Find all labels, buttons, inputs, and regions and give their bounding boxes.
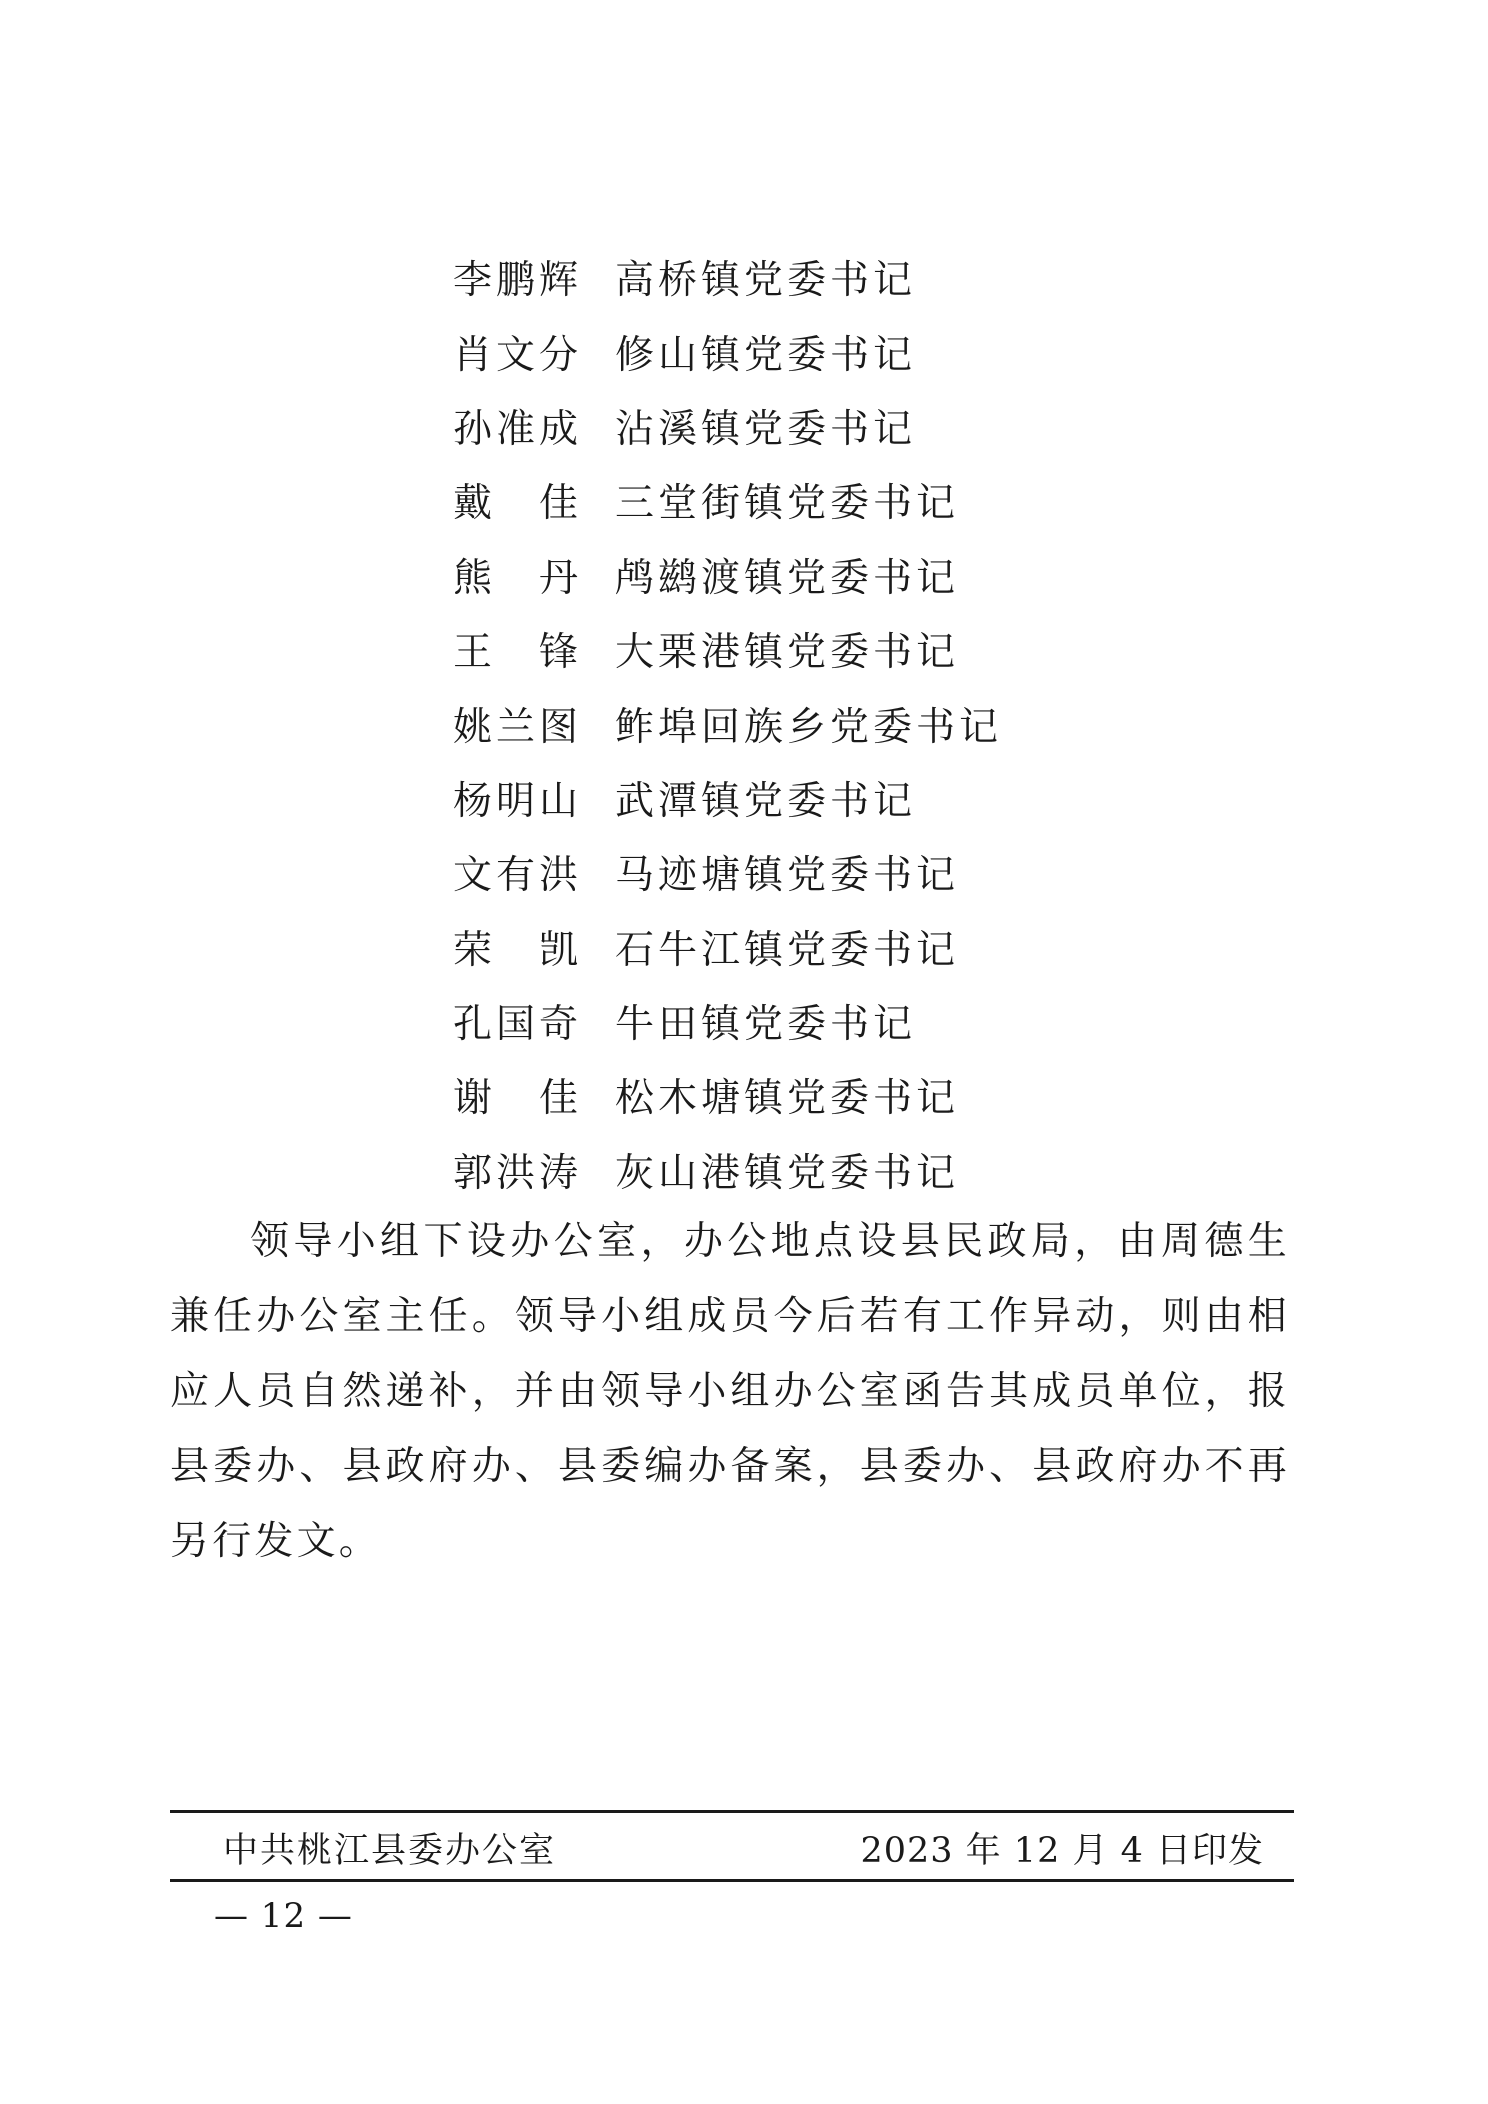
- member-name: 熊 丹: [453, 555, 583, 601]
- member-name: 荣 凯: [453, 927, 583, 973]
- member-title: 高桥镇党委书记: [615, 258, 917, 304]
- member-row: [453, 1133, 1253, 1207]
- member-title: 沾溪镇党委书记: [615, 406, 917, 452]
- member-row: [453, 686, 1253, 760]
- footer-bottom-rule: [170, 1879, 1294, 1882]
- member-row: [453, 761, 1253, 835]
- member-name: 孙准成: [453, 406, 583, 452]
- member-title: 鲊埠回族乡党委书记: [615, 704, 1003, 750]
- member-row: [453, 1058, 1253, 1132]
- member-name: 郭洪涛: [453, 1150, 583, 1196]
- member-row: [453, 910, 1253, 984]
- member-title: 武潭镇党委书记: [615, 778, 917, 824]
- member-title: 灰山港镇党委书记: [615, 1150, 960, 1196]
- page-number: — 12 —: [214, 1896, 353, 1936]
- member-title: 三堂街镇党委书记: [615, 481, 960, 527]
- member-row: [453, 389, 1253, 463]
- member-title: 松木塘镇党委书记: [615, 1076, 960, 1122]
- member-title: 马迹塘镇党委书记: [615, 853, 960, 899]
- member-title: 大栗港镇党委书记: [615, 630, 960, 676]
- member-row: [453, 538, 1253, 612]
- issuing-office: 中共桃江县委办公室: [223, 1831, 557, 1871]
- member-name: 李鹏辉: [453, 258, 583, 304]
- member-name: 姚兰图: [453, 704, 583, 750]
- member-name: 文有洪: [453, 853, 583, 899]
- member-name: 杨明山: [453, 778, 583, 824]
- member-title: 牛田镇党委书记: [615, 1002, 917, 1048]
- member-row: [453, 463, 1253, 537]
- member-list: [453, 240, 1253, 1207]
- member-title: 修山镇党委书记: [615, 332, 917, 378]
- member-name: 谢 佳: [453, 1076, 583, 1122]
- print-record: [170, 1818, 1294, 1878]
- member-row: [453, 984, 1253, 1058]
- member-name: 肖文分: [453, 332, 583, 378]
- member-name: 孔国奇: [453, 1002, 583, 1048]
- member-row: [453, 612, 1253, 686]
- body-paragraph: 领导小组下设办公室，办公地点设县民政局，由周德生兼任办公室主任。领导小组成员今后若有工作异动，则由相应人员自然递补，并由领导小组办公室函告其成员单位，报县委办、县政府办、县委编办备案，县委办、县政府办不再另行发文。: [170, 1219, 1290, 1564]
- member-name: 戴 佳: [453, 481, 583, 527]
- issue-date: 2023 年 12 月 4 日印发: [860, 1831, 1264, 1871]
- member-row: [453, 314, 1253, 388]
- footer-top-rule: [170, 1810, 1294, 1813]
- member-title: 鸬鹚渡镇党委书记: [615, 555, 960, 601]
- member-row: [453, 240, 1253, 314]
- member-title: 石牛江镇党委书记: [615, 927, 960, 973]
- member-row: [453, 835, 1253, 909]
- member-name: 王 锋: [453, 630, 583, 676]
